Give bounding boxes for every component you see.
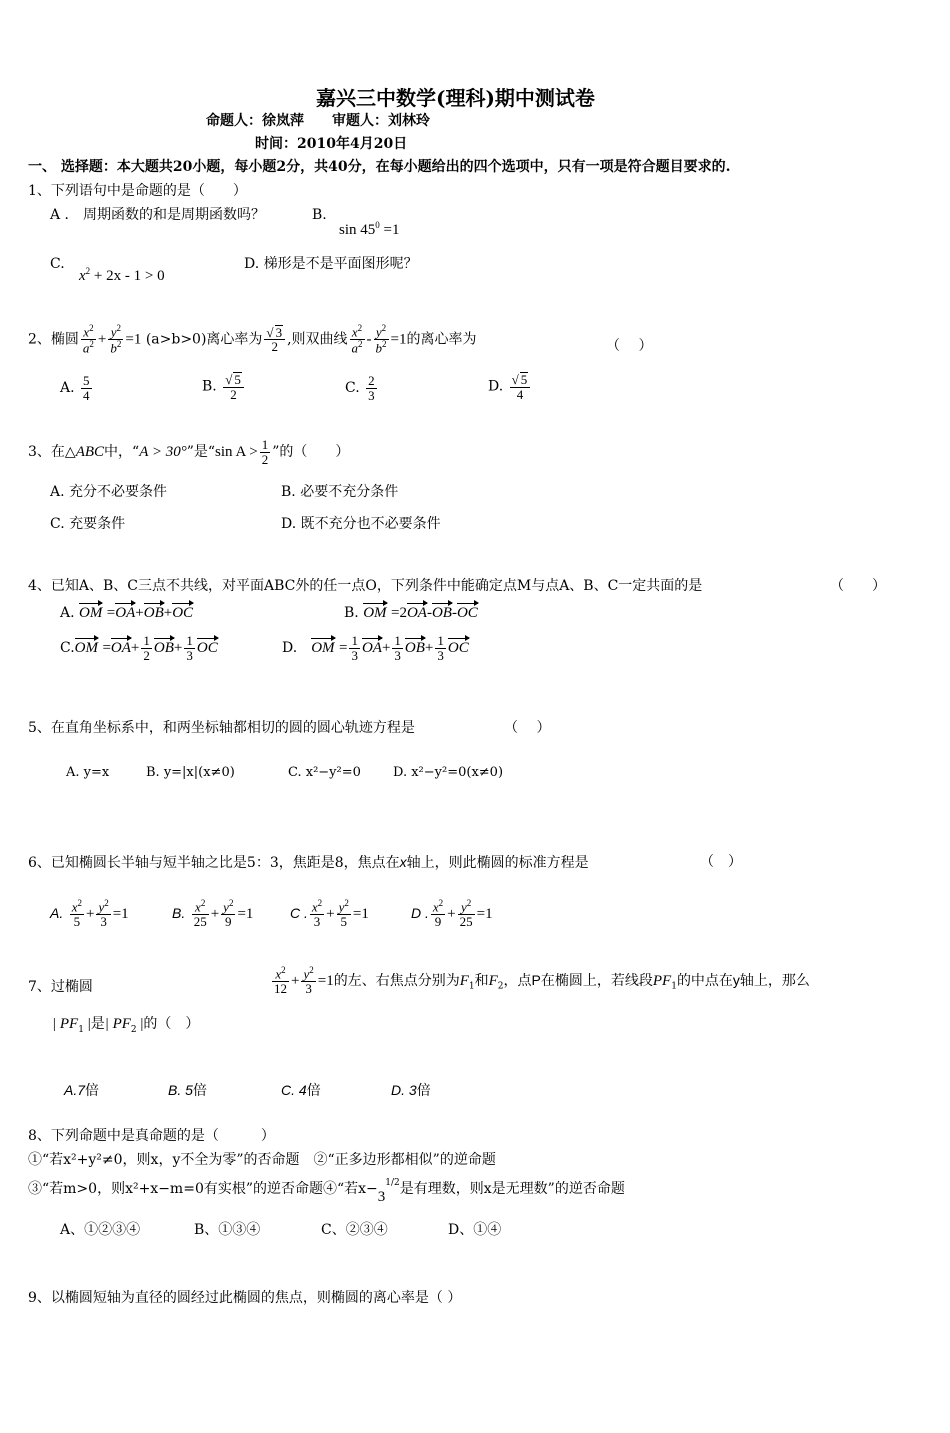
q1-option-b-label: B. bbox=[312, 207, 327, 223]
q4-answer-paren: （ ） bbox=[830, 578, 886, 594]
q7-option-c: C. 4倍 bbox=[281, 1082, 321, 1099]
q7-line2: | $PF_1$ |是| $PF_2$ |的（ ） bbox=[52, 1015, 200, 1035]
q5-option-a: A. y=x bbox=[66, 765, 110, 780]
q6-answer-paren: （ ） bbox=[700, 854, 742, 870]
authors-line: 命题人：徐岚萍 审题人：刘林玲 bbox=[206, 113, 430, 129]
q6-option-a: A. $\frac{x^2}{5}$ + $\frac{y^2}{3}$ =1 bbox=[50, 898, 129, 929]
q4-option-d: D. OM = $\frac{1}{3}$ OA+ $\frac{1}{3}$ OB+ $\frac{1}{3}$ OC bbox=[282, 633, 469, 663]
question-7-stem-rest: $\frac{x^2}{12}$ + $\frac{y^2}{3}$ =1的左、右焦点分别为$F_1$和$F_2$，点P在椭圆上，若线段$PF_1$的中点在y轴上，那么 bbox=[274, 965, 810, 996]
q3-option-d: D. 既不充分也不必要条件 bbox=[281, 516, 441, 532]
q5-option-c: C. x²−y²=0 bbox=[288, 765, 361, 780]
q7-option-b: B. 5倍 bbox=[168, 1082, 207, 1099]
q5-option-b: B. y=|x|(x≠0) bbox=[146, 765, 235, 780]
q2-option-c: C. $\frac{2}{3}$ bbox=[345, 373, 375, 403]
q2-option-b: B. $\frac{√ 5}{2}$ bbox=[202, 372, 246, 401]
date-line: 时间：2010年4月20日 bbox=[255, 136, 408, 152]
q6-option-d: D . $\frac{x^2}{9}$ + $\frac{y^2}{25}$ =1 bbox=[411, 898, 493, 929]
q1-option-c-math: $x^2 + 2x - 1 > 0$ bbox=[79, 266, 165, 284]
q2-option-d: D. $\frac{√ 5}{4}$ bbox=[488, 372, 532, 401]
q3-option-a: A. 充分不必要条件 bbox=[50, 484, 168, 500]
q1-option-c-label: C. bbox=[50, 256, 65, 272]
q2-answer-paren: （ ） bbox=[606, 338, 653, 354]
q8-option-d: D、①④ bbox=[448, 1222, 502, 1238]
q1-option-b-math: $\sin 45^0 =1$ bbox=[339, 220, 400, 238]
q5-answer-paren: （ ） bbox=[504, 720, 551, 736]
q7-option-a: A.7倍 bbox=[64, 1082, 100, 1099]
question-4-stem: 4、已知A、B、C三点不共线，对平面ABC外的任一点O，下列条件中能确定点M与点A、B、C一定共面的是 bbox=[28, 578, 703, 594]
q8-option-a: A、①②③④ bbox=[60, 1222, 141, 1238]
q4-option-c: C.OM =OA+ $\frac{1}{2}$ OB+ $\frac{1}{3}$ OC bbox=[60, 633, 218, 663]
q3-option-c: C. 充要条件 bbox=[50, 516, 126, 532]
q1-option-d: D. 梯形是不是平面图形呢？ bbox=[244, 256, 418, 272]
q5-option-d: D. x²−y²=0(x≠0) bbox=[393, 765, 504, 780]
q8-statements-3-4: ③“若m>0，则x²+x−m=0有实根”的逆否命题④“若$x-3^{1/2}$是有理数，则x是无理数”的逆否命题 bbox=[28, 1178, 625, 1205]
q7-option-d: D. 3倍 bbox=[391, 1082, 431, 1099]
q4-option-a: A. OM =OA+OB+OC bbox=[60, 605, 194, 621]
q1-option-a: A ． 周期函数的和是周期函数吗？ bbox=[50, 207, 266, 223]
q6-option-c: C . $\frac{x^2}{3}$ + $\frac{y^2}{5}$ =1 bbox=[290, 898, 369, 929]
question-7-stem-start: 7、过椭圆 bbox=[28, 979, 93, 995]
q4-option-b: B. OM =2OA-OB-OC bbox=[344, 605, 478, 621]
question-1-stem: 1、下列语句中是命题的是（ ） bbox=[28, 183, 247, 199]
question-2-stem: 2、椭圆 $\frac{x^2}{a^2}$ + $\frac{y^2}{b^2}$ =1 (a>b>0)离心率为 $\frac{√ 3}{2}$ ,则双曲线 $\frac{x^2}{a^2}$ - $\frac{y^2}{b^2}$ =1的离心率为 bbox=[28, 323, 477, 356]
q8-statements-1-2: ①“若x²+y²≠0，则x，y不全为零”的否命题 ②“正多边形都相似”的逆命题 bbox=[28, 1152, 496, 1168]
q3-option-b: B. 必要不充分条件 bbox=[281, 484, 399, 500]
q8-option-c: C、②③④ bbox=[321, 1222, 388, 1238]
q6-option-b: B. $\frac{x^2}{25}$ + $\frac{y^2}{9}$ =1 bbox=[172, 898, 254, 929]
question-3-stem: 3、在△ABC中，“A > 30°”是“sin A > $\frac{1}{2}$ ”的（ ） bbox=[28, 437, 350, 467]
question-6-stem: 6、已知椭圆长半轴与短半轴之比是5：3，焦距是8，焦点在x轴上，则此椭圆的标准方程是 bbox=[28, 854, 589, 871]
question-8-stem: 8、下列命题中是真命题的是（ ） bbox=[28, 1128, 275, 1144]
q8-option-b: B、①③④ bbox=[194, 1222, 261, 1238]
page-title: 嘉兴三中数学(理科)期中测试卷 bbox=[316, 86, 595, 110]
question-5-stem: 5、在直角坐标系中，和两坐标轴都相切的圆的圆心轨迹方程是 bbox=[28, 720, 415, 736]
question-9-stem: 9、以椭圆短轴为直径的圆经过此椭圆的焦点，则椭圆的离心率是（ ） bbox=[28, 1290, 462, 1306]
section-heading: 一、 选择题：本大题共20小题，每小题2分，共40分，在每小题给出的四个选项中，只有一项是符合题目要求的. bbox=[28, 159, 731, 175]
q2-option-a: A. $\frac{5}{4}$ bbox=[60, 373, 90, 403]
